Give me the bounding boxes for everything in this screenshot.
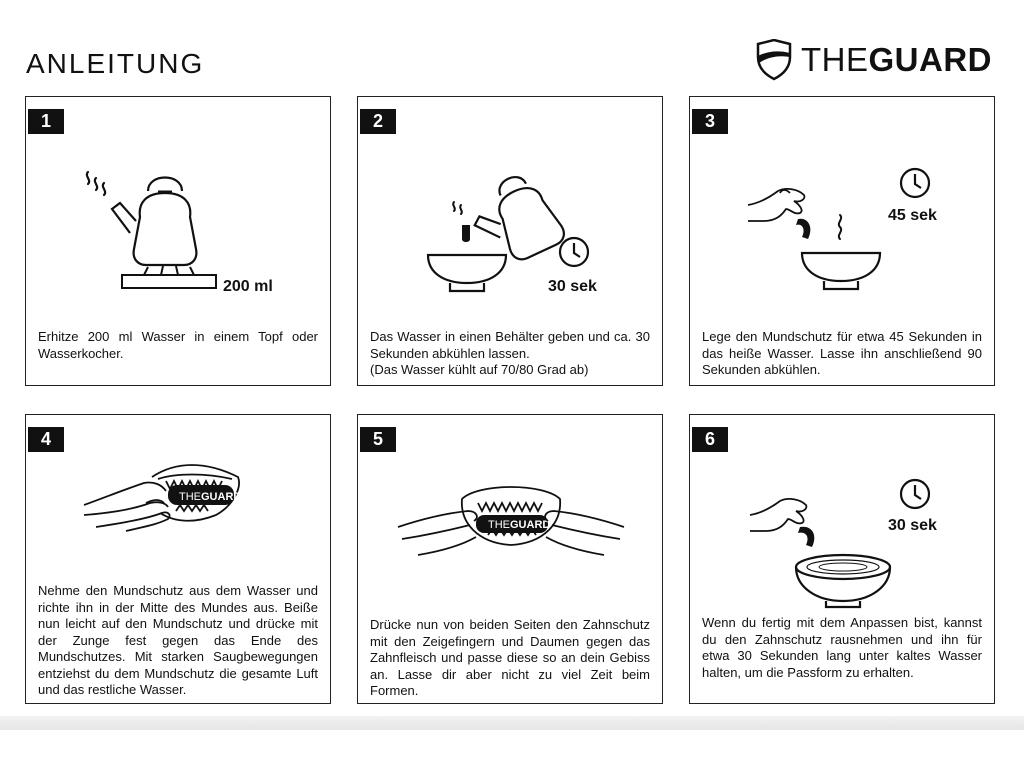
step-description bbox=[370, 329, 650, 379]
bowl-icon bbox=[802, 253, 880, 289]
stove-icon bbox=[122, 266, 216, 288]
step-description bbox=[38, 583, 318, 699]
step-text: Wenn du fertig mit dem Anpassen bist, kannst du den Zahnschutz rausnehmen und ihn für etwa 30 Sekunden lang unter kaltes Wasser halten, um die Passform zu erhalten. bbox=[702, 615, 982, 680]
steam-icon bbox=[87, 172, 105, 195]
steam-icon bbox=[453, 202, 462, 214]
brand-logo bbox=[755, 38, 992, 82]
brand-name bbox=[801, 41, 992, 79]
step-card-2 bbox=[357, 96, 663, 386]
kettle-icon bbox=[112, 178, 196, 266]
step-2-illustration bbox=[358, 97, 664, 327]
shield-logo-icon bbox=[755, 39, 793, 81]
step-text: Lege den Mundschutz für etwa 45 Sekunden in das heiße Wasser. Lasse ihn anschließend 90 Sekunden abkühlen. bbox=[702, 329, 982, 377]
brand-name-bold: GUARD bbox=[868, 41, 992, 78]
clock-icon bbox=[901, 169, 929, 197]
step-6-illustration bbox=[690, 415, 996, 645]
step-description bbox=[702, 329, 982, 379]
step-description bbox=[702, 615, 982, 681]
step-3-illustration bbox=[690, 97, 996, 327]
step-card-6 bbox=[689, 414, 995, 704]
clock-icon bbox=[560, 238, 588, 266]
hand-icon bbox=[748, 189, 804, 221]
step-1-illustration bbox=[26, 97, 332, 327]
step-label: 30 sek bbox=[888, 517, 937, 534]
clock-icon bbox=[901, 480, 929, 508]
steam-icon bbox=[839, 215, 841, 239]
step-number: 5 bbox=[360, 427, 396, 452]
step-number: 3 bbox=[692, 109, 728, 134]
kettle-pour-icon bbox=[463, 167, 568, 273]
step-number: 1 bbox=[28, 109, 64, 134]
brand-name-light: THE bbox=[801, 41, 869, 78]
step-label: 30 sek bbox=[548, 278, 597, 295]
step-text: Das Wasser in einen Behälter geben und ca. 30 Sekunden abkühlen lassen. bbox=[370, 329, 650, 361]
step-card-4 bbox=[25, 414, 331, 704]
mouthguard-brand: THEGUARD bbox=[488, 519, 551, 531]
hands-icon bbox=[84, 482, 170, 531]
step-card-5 bbox=[357, 414, 663, 704]
step-number: 2 bbox=[360, 109, 396, 134]
page-title: ANLEITUNG bbox=[26, 48, 205, 79]
step-text: Erhitze 200 ml Wasser in einem Topf oder Wasserkocher. bbox=[38, 329, 318, 361]
step-5-illustration bbox=[358, 415, 664, 645]
step-text: Drücke nun von beiden Seiten den Zahnschutz mit den Zeigefingern und Daumen gegen das Zahnfleisch und passe diese so an dein Gebiss an. Lasse dir aber nicht zu viel Zeit beim Formen. bbox=[370, 617, 650, 698]
step-number: 4 bbox=[28, 427, 64, 452]
step-description bbox=[370, 617, 650, 700]
step-description bbox=[38, 329, 318, 362]
footer-bar bbox=[0, 716, 1024, 730]
water-stream bbox=[462, 225, 470, 242]
step-card-3 bbox=[689, 96, 995, 386]
cold-bowl-icon bbox=[796, 555, 890, 607]
mouthguard-icon bbox=[798, 527, 814, 547]
step-card-1 bbox=[25, 96, 331, 386]
hand-icon bbox=[750, 499, 806, 531]
mouthguard-brand: THEGUARD bbox=[179, 491, 242, 503]
bowl-icon bbox=[428, 255, 506, 291]
step-label: 200 ml bbox=[223, 278, 273, 295]
step-number: 6 bbox=[692, 427, 728, 452]
step-text: Nehme den Mundschutz aus dem Wasser und richte ihn in der Mitte des Mundes aus. Beiße nun leicht auf den Mundschutz und drücke mit der Zunge fest gegen das Ende des Mundschutzes. Mit starken Saugbewegungen entziehst du dem Mundschutz die gesamte Luft und das restliche Wasser. bbox=[38, 583, 318, 697]
step-label: 45 sek bbox=[888, 207, 937, 224]
step-note: (Das Wasser kühlt auf 70/80 Grad ab) bbox=[370, 362, 589, 377]
mouthguard-icon bbox=[796, 219, 810, 239]
